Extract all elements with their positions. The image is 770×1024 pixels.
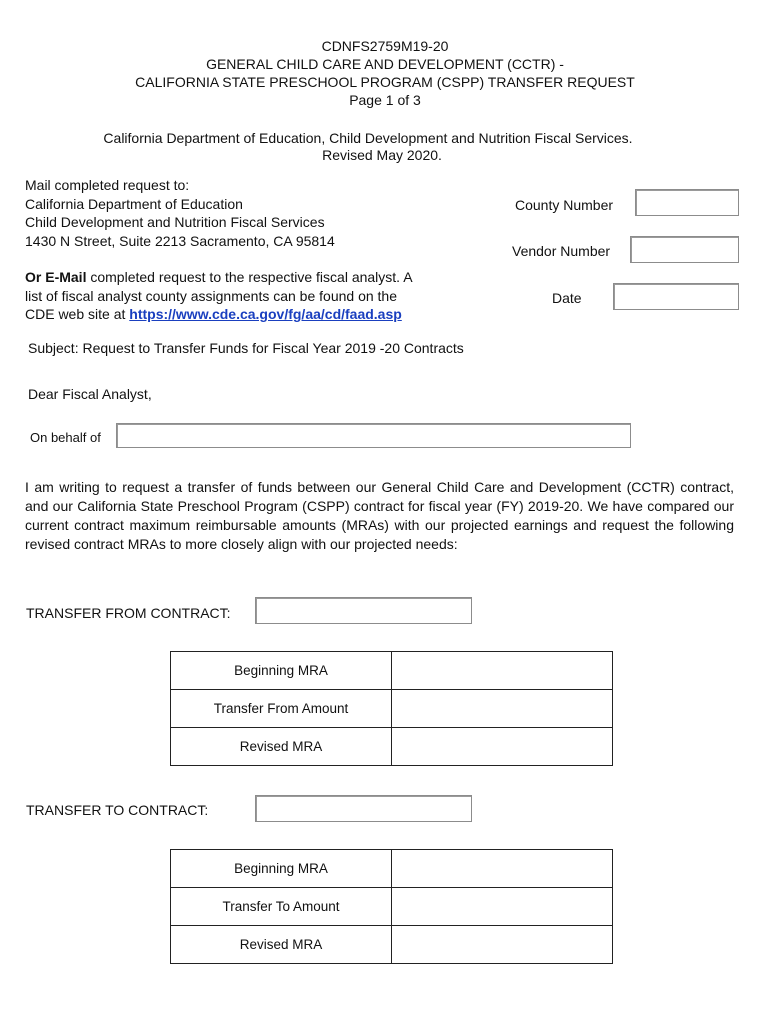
transfer-from-amount-field[interactable] — [392, 690, 613, 728]
date-label: Date — [552, 290, 582, 306]
beginning-mra-field[interactable] — [392, 850, 613, 888]
county-number-label: County Number — [515, 197, 614, 213]
mail-line: California Department of Education — [25, 195, 243, 212]
beginning-mra-label: Beginning MRA — [171, 850, 392, 888]
transfer-to-label: TRANSFER TO CONTRACT: — [26, 802, 209, 818]
transfer-from-amount-label: Transfer From Amount — [171, 690, 392, 728]
greeting: Dear Fiscal Analyst, — [28, 386, 152, 402]
revised-mra-field[interactable] — [392, 728, 613, 766]
date-field[interactable] — [613, 283, 739, 310]
transfer-to-contract-field[interactable] — [255, 795, 472, 822]
revised-mra-field[interactable] — [392, 926, 613, 964]
email-instructions — [25, 268, 413, 324]
table-row — [171, 652, 613, 690]
revised-date: Revised May 2020. — [322, 147, 442, 163]
subject-line: Subject: Request to Transfer Funds for Fiscal Year 2019 -20 Contracts — [28, 340, 464, 356]
transfer-to-table — [170, 849, 613, 964]
table-row — [171, 926, 613, 964]
form-id: CDNFS2759M19-20 — [321, 38, 449, 54]
mail-line: Mail completed request to: — [25, 177, 190, 193]
transfer-to-amount-label: Transfer To Amount — [171, 888, 392, 926]
email-text: CDE web site at — [25, 306, 130, 322]
beginning-mra-label: Beginning MRA — [171, 652, 392, 690]
revised-mra-label: Revised MRA — [171, 926, 392, 964]
transfer-from-contract-field[interactable] — [255, 597, 472, 624]
on-behalf-label: On behalf of — [30, 430, 101, 445]
department-line: California Department of Education, Child Development and Nutrition Fiscal Services. — [103, 130, 633, 146]
revised-mra-label: Revised MRA — [171, 728, 392, 766]
table-row — [171, 728, 613, 766]
email-bold: Or E-Mail — [25, 269, 87, 285]
fiscal-analyst-link[interactable]: https://www.cde.ca.gov/fg/aa/cd/faad.asp — [129, 306, 402, 322]
page-number: Page 1 of 3 — [349, 92, 421, 108]
email-text: completed request to the respective fiscal analyst. A — [86, 269, 413, 285]
table-row — [171, 888, 613, 926]
form-title-line1: GENERAL CHILD CARE AND DEVELOPMENT (CCTR) - — [206, 56, 564, 72]
mail-line: 1430 N Street, Suite 2213 Sacramento, CA 95814 — [25, 232, 335, 249]
table-row — [171, 850, 613, 888]
mail-line: Child Development and Nutrition Fiscal Services — [25, 214, 325, 230]
transfer-from-label: TRANSFER FROM CONTRACT: — [26, 605, 231, 621]
vendor-number-label: Vendor Number — [512, 243, 611, 259]
email-text: list of fiscal analyst county assignments can be found on the — [25, 287, 397, 304]
transfer-from-table — [170, 651, 613, 766]
transfer-to-amount-field[interactable] — [392, 888, 613, 926]
form-title-line2: CALIFORNIA STATE PRESCHOOL PROGRAM (CSPP) TRANSFER REQUEST — [135, 74, 635, 90]
county-number-field[interactable] — [635, 189, 739, 216]
vendor-number-field[interactable] — [630, 236, 739, 263]
mail-instructions — [25, 176, 335, 250]
request-paragraph: I am writing to request a transfer of funds between our General Child Care and Development (CCTR) contract, and our California State Preschool Program (CSPP) contract for fiscal year (FY) 2019-20. We have compared our current contract maximum reimbursable amounts (MRAs) with our projected earnings and request the following revised contract MRAs to more closely align with our projected needs: — [25, 479, 734, 552]
on-behalf-field[interactable] — [116, 423, 631, 448]
beginning-mra-field[interactable] — [392, 652, 613, 690]
table-row — [171, 690, 613, 728]
